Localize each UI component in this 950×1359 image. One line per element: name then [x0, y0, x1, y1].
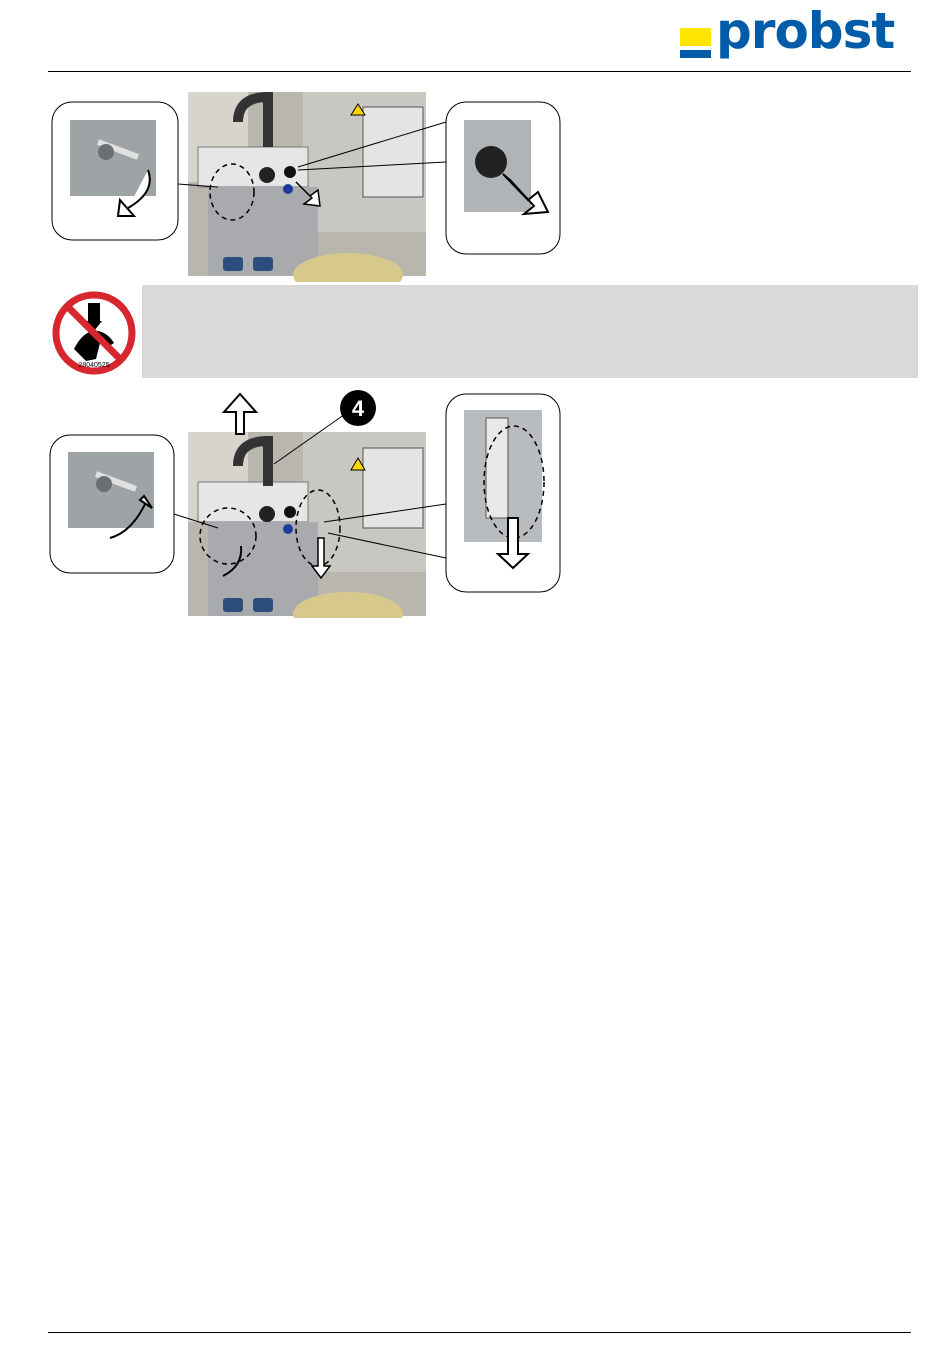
icon-code: 28040525	[78, 362, 110, 369]
header-rule	[48, 71, 911, 72]
step-lift-figure	[48, 388, 568, 618]
brand-name: probst	[716, 2, 895, 60]
step-release-figure	[48, 92, 568, 282]
callout-number: 4	[351, 396, 365, 421]
warning-text-box	[142, 285, 918, 378]
hand-crush-prohibition-icon	[52, 291, 136, 375]
lift-up-arrow	[224, 394, 256, 434]
machine-photo	[188, 432, 426, 618]
probst-logo	[680, 2, 910, 70]
machine-photo	[188, 92, 426, 282]
logo-mark	[680, 28, 711, 58]
footer-rule	[48, 1332, 911, 1333]
